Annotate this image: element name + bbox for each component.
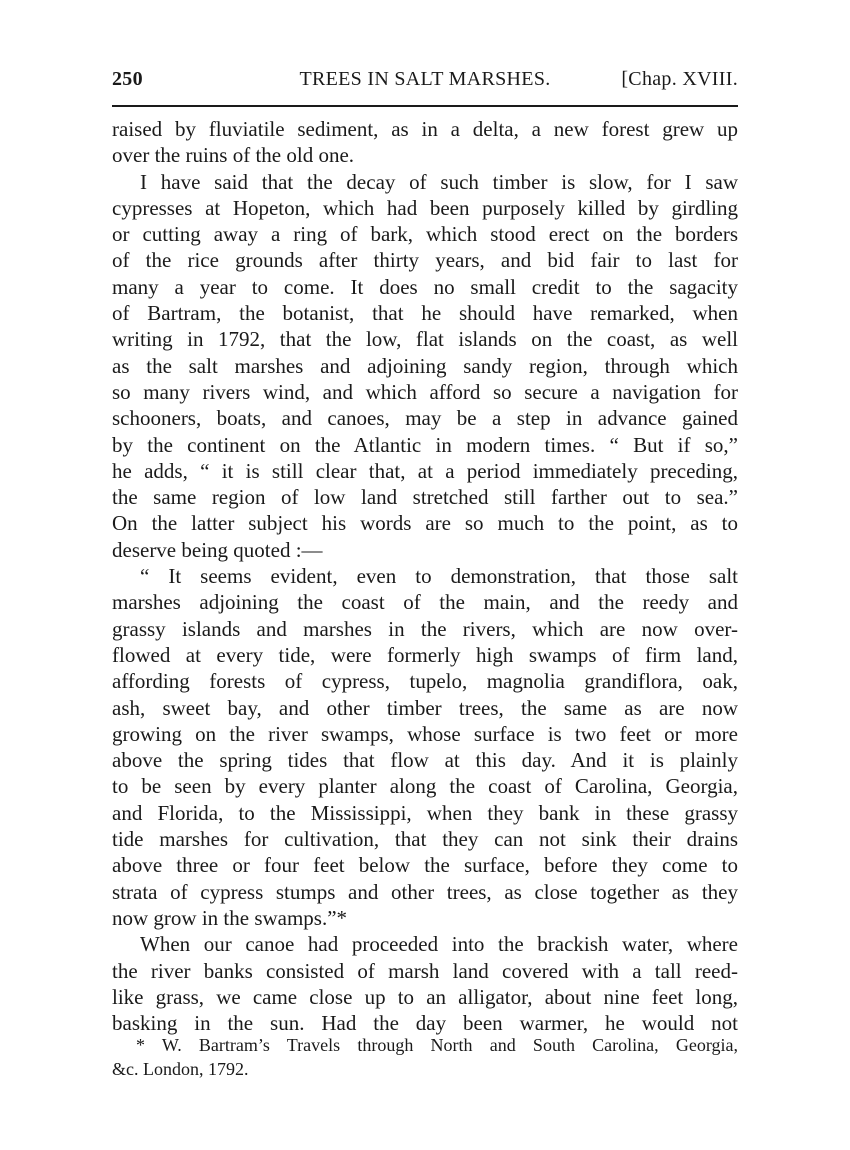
text-line: marshes adjoining the coast of the main, and the reedy and [112, 590, 738, 615]
text-line: the river banks consisted of marsh land covered with a tall reed- [112, 958, 738, 983]
header-rule [112, 105, 738, 107]
text-line: raised by fluviatile sediment, as in a delta, a new forest grew up [112, 117, 738, 141]
text-line: When our canoe had proceeded into the brackish water, where [140, 932, 738, 957]
footnote-line: &c. London, 1792. [112, 1059, 249, 1079]
text-line: over the ruins of the old one. [112, 143, 355, 168]
text-line: schooners, boats, and canoes, may be a step in advance gained [112, 406, 738, 431]
text-line: like grass, we came close up to an alligator, about nine feet long, [112, 984, 738, 1009]
text-line: of the rice grounds after thirty years, and bid fair to last for [112, 248, 738, 273]
text-line: and Florida, to the Mississippi, when they bank in these grassy [112, 800, 738, 825]
text-line: many a year to come. It does no small credit to the sagacity [112, 274, 738, 299]
text-line: flowed at every tide, were formerly high swamps of firm land, [112, 642, 738, 667]
running-title: TREES IN SALT MARSHES. [299, 68, 551, 90]
text-line: affording forests of cypress, tupelo, magnolia grandiflora, oak, [112, 669, 738, 694]
text-line: ash, sweet bay, and other timber trees, the same as are now [112, 695, 738, 720]
text-line: or cutting away a ring of bark, which stood erect on the borders [112, 222, 738, 247]
running-header [112, 64, 738, 94]
text-line: above the spring tides that flow at this day. And it is plainly [112, 748, 738, 773]
page-number: 250 [112, 68, 143, 90]
text-line: so many rivers wind, and which afford so secure a navigation for [112, 379, 738, 404]
body-text [112, 116, 738, 1036]
text-line: the same region of low land stretched still farther out to sea.” [112, 485, 738, 510]
text-line: On the latter subject his words are so much to the point, as to [112, 511, 738, 536]
footnote-line: * W. Bartram’s Travels through North and South Carolina, Georgia, [136, 1035, 738, 1055]
text-line: grassy islands and marshes in the rivers, which are now over- [112, 616, 738, 641]
text-line: “ It seems evident, even to demonstration, that those salt [140, 564, 738, 589]
text-line: tide marshes for cultivation, that they can not sink their drains [112, 827, 738, 852]
text-line: I have said that the decay of such timber is slow, for I saw [140, 169, 738, 194]
text-line: cypresses at Hopeton, which had been purposely killed by girdling [112, 195, 738, 220]
text-line: above three or four feet below the surface, before they come to [112, 853, 738, 878]
text-line: basking in the sun. Had the day been warmer, he would not [112, 1011, 738, 1036]
chapter-label: [Chap. XVIII. [621, 68, 738, 90]
text-line: he adds, “ it is still clear that, at a period immediately preceding, [112, 458, 738, 483]
text-line: to be seen by every planter along the coast of Carolina, Georgia, [112, 774, 738, 799]
text-line: of Bartram, the botanist, that he should have remarked, when [112, 301, 738, 326]
text-line: deserve being quoted :— [112, 537, 323, 562]
text-line: by the continent on the Atlantic in modern times. “ But if so,” [112, 432, 738, 457]
text-line: growing on the river swamps, whose surface is two feet or more [112, 721, 738, 746]
text-line: writing in 1792, that the low, flat islands on the coast, as well [112, 327, 738, 352]
text-line: now grow in the swamps.”* [112, 905, 348, 930]
text-line: as the salt marshes and adjoining sandy region, through which [112, 353, 738, 378]
text-line: strata of cypress stumps and other trees, as close together as they [112, 879, 738, 904]
footnote [112, 1033, 738, 1081]
